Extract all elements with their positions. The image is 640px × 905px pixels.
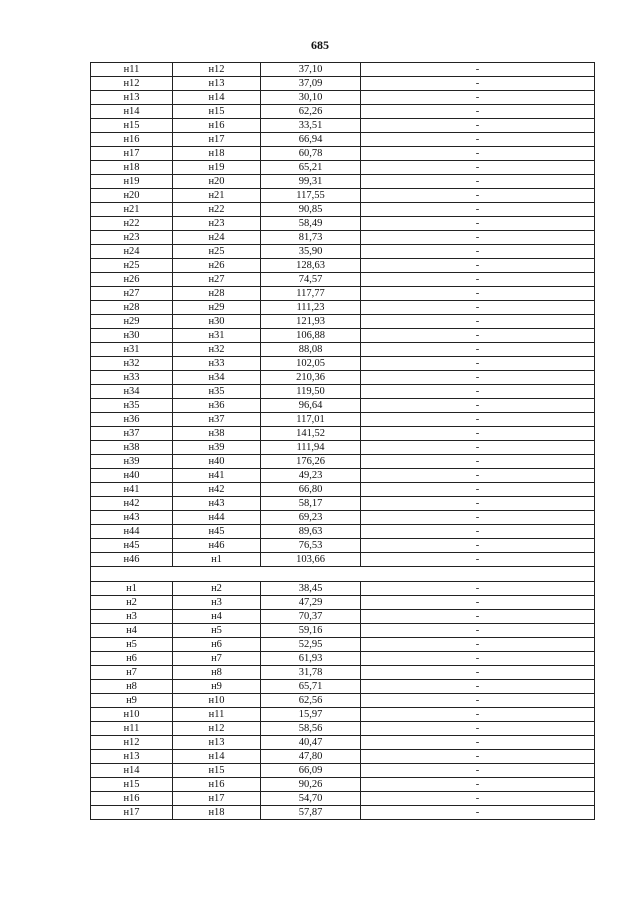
table-row: [91, 806, 595, 820]
distance-cell: 90,85: [261, 203, 361, 217]
point-to-cell: н33: [173, 357, 261, 371]
distance-cell: 49,23: [261, 469, 361, 483]
distance-cell: 117,77: [261, 287, 361, 301]
note-cell: -: [361, 497, 595, 511]
point-to-cell: н17: [173, 792, 261, 806]
table-row: [91, 343, 595, 357]
distance-cell: 35,90: [261, 245, 361, 259]
table-row: [91, 539, 595, 553]
note-cell: -: [361, 455, 595, 469]
table-row: [91, 497, 595, 511]
table-row: [91, 427, 595, 441]
note-cell: -: [361, 610, 595, 624]
point-from-cell: н43: [91, 511, 173, 525]
note-cell: -: [361, 413, 595, 427]
note-cell: -: [361, 77, 595, 91]
note-cell: -: [361, 694, 595, 708]
point-from-cell: н32: [91, 357, 173, 371]
point-to-cell: н9: [173, 680, 261, 694]
distance-cell: 37,10: [261, 63, 361, 77]
distance-cell: 117,01: [261, 413, 361, 427]
point-from-cell: н2: [91, 596, 173, 610]
point-to-cell: н26: [173, 259, 261, 273]
point-from-cell: н5: [91, 638, 173, 652]
table-row: [91, 596, 595, 610]
page-number: 685: [311, 38, 329, 52]
distance-cell: 66,09: [261, 764, 361, 778]
point-to-cell: н18: [173, 147, 261, 161]
distance-cell: 57,87: [261, 806, 361, 820]
point-to-cell: н13: [173, 736, 261, 750]
table-row: [91, 231, 595, 245]
point-from-cell: н17: [91, 806, 173, 820]
note-cell: -: [361, 245, 595, 259]
note-cell: -: [361, 708, 595, 722]
table-row: [91, 287, 595, 301]
table-row: [91, 582, 595, 596]
section-separator-cell: [91, 567, 595, 582]
point-from-cell: н11: [91, 722, 173, 736]
point-from-cell: н46: [91, 553, 173, 567]
point-from-cell: н20: [91, 189, 173, 203]
point-from-cell: н35: [91, 399, 173, 413]
note-cell: -: [361, 273, 595, 287]
table-row: [91, 385, 595, 399]
note-cell: -: [361, 217, 595, 231]
table-row: [91, 259, 595, 273]
point-to-cell: н16: [173, 778, 261, 792]
point-from-cell: н15: [91, 778, 173, 792]
point-to-cell: н14: [173, 750, 261, 764]
distance-cell: 54,70: [261, 792, 361, 806]
distance-cell: 88,08: [261, 343, 361, 357]
distance-cell: 111,94: [261, 441, 361, 455]
note-cell: -: [361, 329, 595, 343]
point-to-cell: н36: [173, 399, 261, 413]
point-from-cell: н42: [91, 497, 173, 511]
point-from-cell: н16: [91, 133, 173, 147]
table-row: [91, 77, 595, 91]
distance-cell: 52,95: [261, 638, 361, 652]
table-row: [91, 511, 595, 525]
distance-cell: 102,05: [261, 357, 361, 371]
point-from-cell: н44: [91, 525, 173, 539]
point-from-cell: н4: [91, 624, 173, 638]
point-from-cell: н16: [91, 792, 173, 806]
distance-cell: 76,53: [261, 539, 361, 553]
distance-cell: 65,21: [261, 161, 361, 175]
distance-cell: 69,23: [261, 511, 361, 525]
point-from-cell: н38: [91, 441, 173, 455]
point-to-cell: н41: [173, 469, 261, 483]
table-row: [91, 610, 595, 624]
note-cell: -: [361, 357, 595, 371]
distance-cell: 141,52: [261, 427, 361, 441]
table-row: [91, 329, 595, 343]
point-from-cell: н9: [91, 694, 173, 708]
point-from-cell: н12: [91, 77, 173, 91]
note-cell: -: [361, 652, 595, 666]
note-cell: -: [361, 792, 595, 806]
note-cell: -: [361, 63, 595, 77]
distance-cell: 62,26: [261, 105, 361, 119]
section-separator-row: [91, 567, 595, 582]
table-row: [91, 147, 595, 161]
distance-cell: 128,63: [261, 259, 361, 273]
point-to-cell: н5: [173, 624, 261, 638]
distance-cell: 210,36: [261, 371, 361, 385]
point-from-cell: н3: [91, 610, 173, 624]
table-row: [91, 553, 595, 567]
point-to-cell: н12: [173, 63, 261, 77]
note-cell: -: [361, 259, 595, 273]
point-from-cell: н26: [91, 273, 173, 287]
distance-cell: 99,31: [261, 175, 361, 189]
point-to-cell: н29: [173, 301, 261, 315]
note-cell: -: [361, 680, 595, 694]
point-from-cell: н36: [91, 413, 173, 427]
distance-cell: 74,57: [261, 273, 361, 287]
point-to-cell: н24: [173, 231, 261, 245]
point-to-cell: н32: [173, 343, 261, 357]
point-to-cell: н8: [173, 666, 261, 680]
distance-cell: 58,56: [261, 722, 361, 736]
point-to-cell: н45: [173, 525, 261, 539]
table-row: [91, 666, 595, 680]
point-from-cell: н23: [91, 231, 173, 245]
distance-cell: 59,16: [261, 624, 361, 638]
table-row: [91, 105, 595, 119]
table-row: [91, 680, 595, 694]
table-row: [91, 245, 595, 259]
distance-cell: 111,23: [261, 301, 361, 315]
note-cell: -: [361, 596, 595, 610]
note-cell: -: [361, 147, 595, 161]
point-to-cell: н28: [173, 287, 261, 301]
point-from-cell: н6: [91, 652, 173, 666]
point-from-cell: н31: [91, 343, 173, 357]
table-row: [91, 525, 595, 539]
point-to-cell: н2: [173, 582, 261, 596]
note-cell: -: [361, 539, 595, 553]
point-from-cell: н27: [91, 287, 173, 301]
note-cell: -: [361, 133, 595, 147]
note-cell: -: [361, 666, 595, 680]
note-cell: -: [361, 287, 595, 301]
note-cell: -: [361, 399, 595, 413]
note-cell: -: [361, 469, 595, 483]
point-from-cell: н22: [91, 217, 173, 231]
point-to-cell: н19: [173, 161, 261, 175]
point-to-cell: н6: [173, 638, 261, 652]
note-cell: -: [361, 624, 595, 638]
note-cell: -: [361, 105, 595, 119]
point-to-cell: н38: [173, 427, 261, 441]
point-to-cell: н42: [173, 483, 261, 497]
point-from-cell: н17: [91, 147, 173, 161]
point-to-cell: н14: [173, 91, 261, 105]
distance-cell: 47,29: [261, 596, 361, 610]
point-to-cell: н37: [173, 413, 261, 427]
note-cell: -: [361, 231, 595, 245]
table-body: [91, 63, 595, 820]
note-cell: -: [361, 427, 595, 441]
note-cell: -: [361, 638, 595, 652]
table-row: [91, 792, 595, 806]
point-from-cell: н21: [91, 203, 173, 217]
table-row: [91, 652, 595, 666]
distance-cell: 96,64: [261, 399, 361, 413]
distance-cell: 30,10: [261, 91, 361, 105]
table-row: [91, 63, 595, 77]
point-to-cell: н15: [173, 105, 261, 119]
point-to-cell: н1: [173, 553, 261, 567]
table-row: [91, 441, 595, 455]
point-from-cell: н37: [91, 427, 173, 441]
note-cell: -: [361, 343, 595, 357]
distance-cell: 62,56: [261, 694, 361, 708]
point-from-cell: н39: [91, 455, 173, 469]
note-cell: -: [361, 764, 595, 778]
point-to-cell: н16: [173, 119, 261, 133]
point-from-cell: н1: [91, 582, 173, 596]
table-row: [91, 301, 595, 315]
point-from-cell: н12: [91, 736, 173, 750]
distance-cell: 90,26: [261, 778, 361, 792]
table-row: [91, 119, 595, 133]
table-row: [91, 273, 595, 287]
distance-cell: 65,71: [261, 680, 361, 694]
point-to-cell: н35: [173, 385, 261, 399]
point-from-cell: н29: [91, 315, 173, 329]
note-cell: -: [361, 778, 595, 792]
table-row: [91, 708, 595, 722]
table-row: [91, 624, 595, 638]
note-cell: -: [361, 175, 595, 189]
table-row: [91, 413, 595, 427]
distance-cell: 33,51: [261, 119, 361, 133]
distance-cell: 38,45: [261, 582, 361, 596]
table-row: [91, 483, 595, 497]
point-to-cell: н46: [173, 539, 261, 553]
table-row: [91, 778, 595, 792]
note-cell: -: [361, 385, 595, 399]
distance-cell: 121,93: [261, 315, 361, 329]
point-to-cell: н13: [173, 77, 261, 91]
point-from-cell: н13: [91, 750, 173, 764]
table-row: [91, 189, 595, 203]
note-cell: -: [361, 161, 595, 175]
point-to-cell: н7: [173, 652, 261, 666]
table-row: [91, 217, 595, 231]
table-row: [91, 357, 595, 371]
distance-cell: 106,88: [261, 329, 361, 343]
note-cell: -: [361, 189, 595, 203]
table-row: [91, 736, 595, 750]
table-row: [91, 175, 595, 189]
point-from-cell: н19: [91, 175, 173, 189]
point-from-cell: н34: [91, 385, 173, 399]
point-from-cell: н45: [91, 539, 173, 553]
point-to-cell: н11: [173, 708, 261, 722]
note-cell: -: [361, 119, 595, 133]
point-from-cell: н33: [91, 371, 173, 385]
point-to-cell: н21: [173, 189, 261, 203]
point-from-cell: н13: [91, 91, 173, 105]
point-from-cell: н28: [91, 301, 173, 315]
point-from-cell: н14: [91, 764, 173, 778]
point-to-cell: н3: [173, 596, 261, 610]
distance-cell: 15,97: [261, 708, 361, 722]
distance-cell: 61,93: [261, 652, 361, 666]
table-row: [91, 371, 595, 385]
note-cell: -: [361, 511, 595, 525]
distance-cell: 70,37: [261, 610, 361, 624]
point-to-cell: н4: [173, 610, 261, 624]
note-cell: -: [361, 722, 595, 736]
point-to-cell: н10: [173, 694, 261, 708]
point-from-cell: н41: [91, 483, 173, 497]
point-to-cell: н39: [173, 441, 261, 455]
table-row: [91, 91, 595, 105]
distance-cell: 66,80: [261, 483, 361, 497]
note-cell: -: [361, 203, 595, 217]
point-from-cell: н14: [91, 105, 173, 119]
point-to-cell: н22: [173, 203, 261, 217]
point-to-cell: н18: [173, 806, 261, 820]
table-row: [91, 455, 595, 469]
note-cell: -: [361, 91, 595, 105]
note-cell: -: [361, 736, 595, 750]
distance-cell: 58,17: [261, 497, 361, 511]
point-to-cell: н17: [173, 133, 261, 147]
point-to-cell: н25: [173, 245, 261, 259]
point-to-cell: н44: [173, 511, 261, 525]
table-row: [91, 133, 595, 147]
distance-cell: 66,94: [261, 133, 361, 147]
table-row: [91, 764, 595, 778]
point-from-cell: н18: [91, 161, 173, 175]
distance-cell: 47,80: [261, 750, 361, 764]
distance-cell: 37,09: [261, 77, 361, 91]
table-row: [91, 399, 595, 413]
point-to-cell: н23: [173, 217, 261, 231]
point-to-cell: н20: [173, 175, 261, 189]
distance-cell: 89,63: [261, 525, 361, 539]
distance-cell: 119,50: [261, 385, 361, 399]
note-cell: -: [361, 806, 595, 820]
boundary-points-table: [90, 62, 595, 820]
table-row: [91, 203, 595, 217]
distance-cell: 31,78: [261, 666, 361, 680]
table-row: [91, 750, 595, 764]
distance-cell: 117,55: [261, 189, 361, 203]
distance-cell: 58,49: [261, 217, 361, 231]
point-from-cell: н7: [91, 666, 173, 680]
point-to-cell: н43: [173, 497, 261, 511]
note-cell: -: [361, 301, 595, 315]
point-from-cell: н25: [91, 259, 173, 273]
note-cell: -: [361, 371, 595, 385]
point-to-cell: н15: [173, 764, 261, 778]
point-to-cell: н31: [173, 329, 261, 343]
distance-cell: 176,26: [261, 455, 361, 469]
note-cell: -: [361, 441, 595, 455]
distance-cell: 60,78: [261, 147, 361, 161]
point-from-cell: н11: [91, 63, 173, 77]
point-from-cell: н40: [91, 469, 173, 483]
point-from-cell: н24: [91, 245, 173, 259]
table-row: [91, 161, 595, 175]
point-from-cell: н15: [91, 119, 173, 133]
point-to-cell: н12: [173, 722, 261, 736]
point-to-cell: н27: [173, 273, 261, 287]
distance-cell: 81,73: [261, 231, 361, 245]
note-cell: -: [361, 582, 595, 596]
table-row: [91, 469, 595, 483]
table-row: [91, 694, 595, 708]
table-row: [91, 722, 595, 736]
note-cell: -: [361, 750, 595, 764]
point-from-cell: н8: [91, 680, 173, 694]
point-from-cell: н30: [91, 329, 173, 343]
point-to-cell: н34: [173, 371, 261, 385]
note-cell: -: [361, 483, 595, 497]
table-row: [91, 638, 595, 652]
distance-cell: 103,66: [261, 553, 361, 567]
point-to-cell: н30: [173, 315, 261, 329]
note-cell: -: [361, 315, 595, 329]
boundary-points-table-container: [90, 62, 594, 820]
note-cell: -: [361, 553, 595, 567]
point-from-cell: н10: [91, 708, 173, 722]
distance-cell: 40,47: [261, 736, 361, 750]
note-cell: -: [361, 525, 595, 539]
table-row: [91, 315, 595, 329]
point-to-cell: н40: [173, 455, 261, 469]
